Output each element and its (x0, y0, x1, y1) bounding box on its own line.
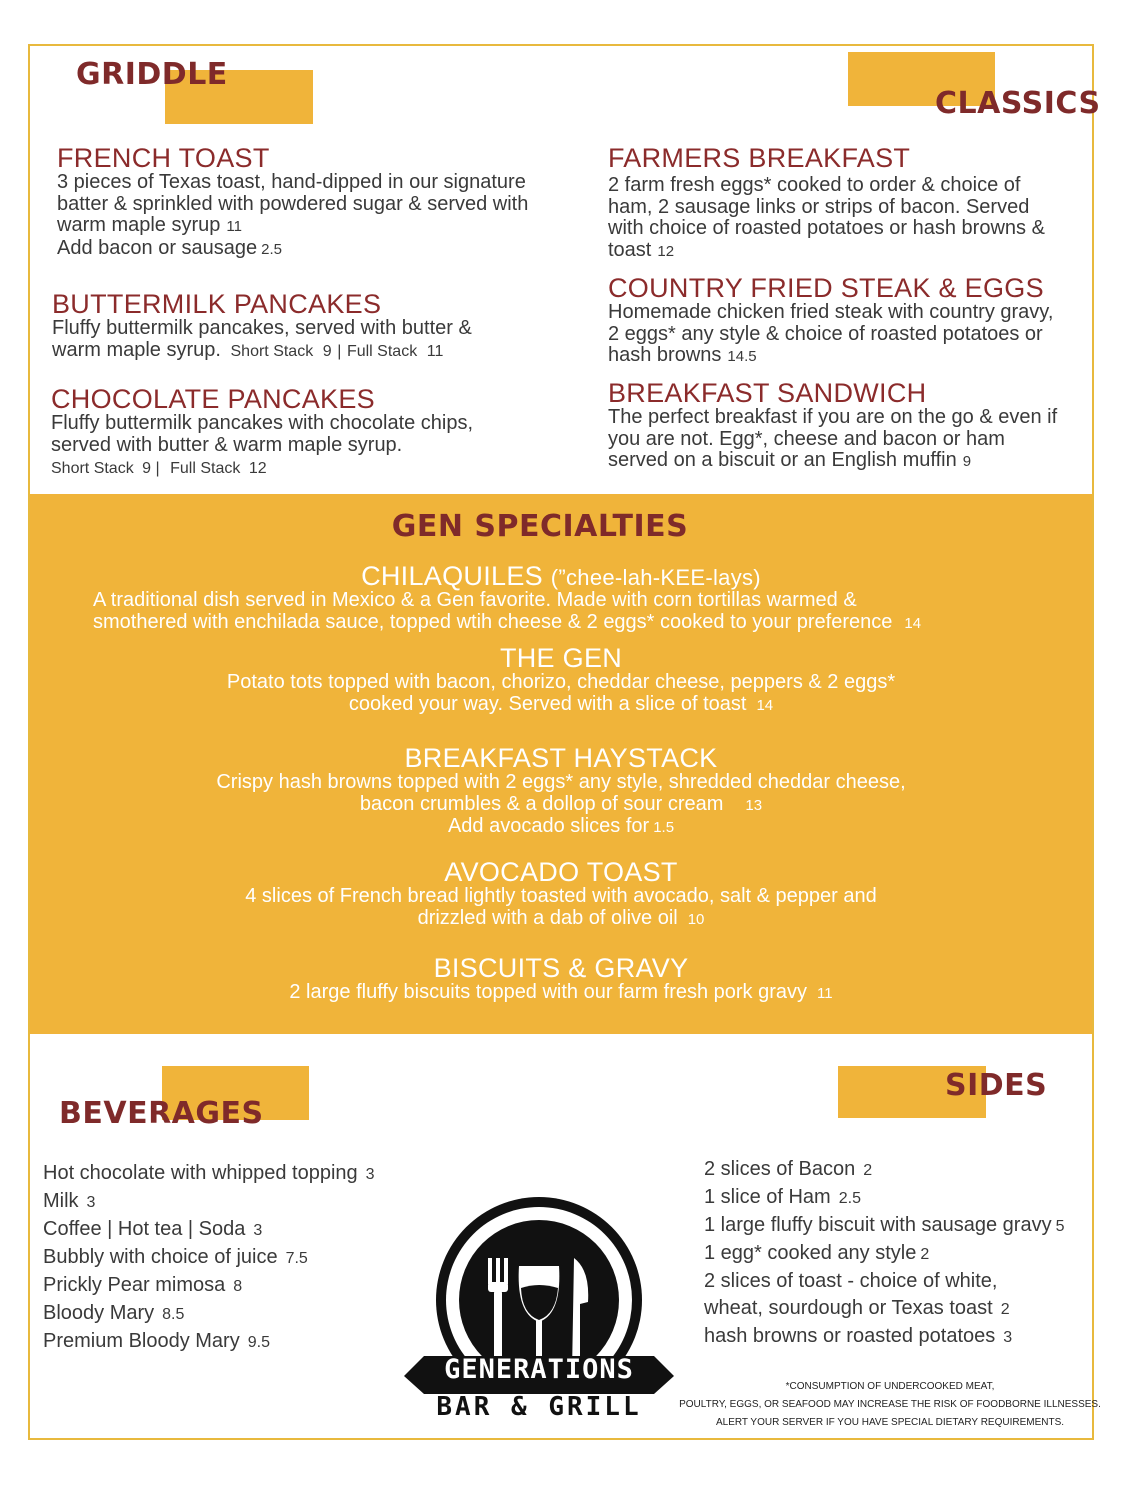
item-title: AVOCADO TOAST (444, 857, 678, 887)
list-item: Premium Bloody Mary 9.5 (43, 1330, 270, 1352)
item-description: The perfect breakfast if you are on the go & even if you are not. Egg*, cheese and bacon or ham served on a biscuit or an English muffin 9 (608, 406, 1058, 472)
beverages-title: BEVERAGES (59, 1096, 264, 1131)
item-title: CHOCOLATE PANCAKES (51, 384, 375, 414)
food-safety-disclaimer: *CONSUMPTION OF UNDERCOOKED MEAT, POULTRY, EGGS, OR SEAFOOD MAY INCREASE THE RISK OF FOODBORNE ILLNESSES. ALERT YOUR SERVER IF YOU HAVE SPECIAL DIETARY REQUIREMENTS. (679, 1381, 1101, 1428)
item-description: Fluffy buttermilk pancakes with chocolate chips, served with butter & warm maple syrup. Short Stack 9 | Full Stack 12 (51, 412, 474, 478)
item-title: FRENCH TOAST (57, 143, 270, 173)
item-title: CHILAQUILES (”chee-lah-KEE-lays) (361, 561, 761, 591)
specialty-breakfast-haystack (30, 744, 1092, 839)
specialties-title: GEN SPECIALTIES (391, 509, 689, 544)
item-price: 11 (226, 218, 242, 236)
griddle-title: GRIDDLE (76, 57, 228, 92)
item-title: FARMERS BREAKFAST (608, 143, 911, 173)
item-title: BUTTERMILK PANCAKES (52, 289, 382, 319)
item-description: A traditional dish served in Mexico & a Gen favorite. Made with corn tortillas warmed & smothered with enchilada sauce, topped wtih cheese & 2 eggs* cooked to your preference 14 (93, 589, 922, 633)
item-description: 2 large fluffy biscuits topped with our farm fresh pork gravy 11 (289, 981, 833, 1004)
list-item: 1 egg* cooked any style 2 (704, 1242, 930, 1264)
generations-logo (404, 1196, 674, 1426)
specialty-chilaquiles (30, 562, 1092, 634)
item-title: BREAKFAST HAYSTACK (404, 743, 718, 773)
menu-item-country-fried-steak (608, 274, 1088, 368)
item-price: 9 (962, 453, 972, 471)
specialty-biscuits-gravy (30, 954, 1092, 1005)
menu-item-breakfast-sandwich (608, 379, 1088, 473)
list-item: Bloody Mary 8.5 (43, 1302, 185, 1324)
item-description: 3 pieces of Texas toast, hand-dipped in our signature batter & sprinkled with powdered sugar & served with warm maple syrup 11 Add bacon or sausage 2.5 (57, 171, 529, 259)
item-extra-price: 1.5 (653, 819, 675, 837)
item-description: Fluffy buttermilk pancakes, served with butter & warm maple syrup. Short Stack 9 | Full Stack 11 (52, 317, 472, 361)
list-item: Prickly Pear mimosa 8 (43, 1274, 243, 1296)
item-price: 14 (904, 614, 922, 632)
item-title: THE GEN (499, 643, 623, 673)
list-item: hash browns or roasted potatoes 3 (704, 1325, 1013, 1347)
list-item: 1 large fluffy biscuit with sausage gravy 5 (704, 1214, 1065, 1236)
item-price: 13 (745, 796, 763, 814)
menu-item-farmers-breakfast (608, 144, 1088, 262)
item-description: 4 slices of French bread lightly toasted with avocado, salt & pepper and drizzled with a dab of olive oil 10 (245, 885, 877, 929)
item-description: Potato tots topped with bacon, chorizo, cheddar cheese, peppers & 2 eggs* cooked your way. Served with a slice of toast 14 (226, 671, 896, 715)
list-item: Hot chocolate with whipped topping 3 (43, 1162, 375, 1184)
item-price: 11 (817, 985, 833, 1003)
menu-item-buttermilk-pancakes (52, 290, 572, 362)
item-title: COUNTRY FRIED STEAK & EGGS (608, 273, 1044, 303)
list-item: Bubbly with choice of juice 7.5 (43, 1246, 308, 1268)
item-price: 12 (657, 242, 675, 260)
item-description: Crispy hash browns topped with 2 eggs* any style, shredded cheddar cheese, bacon crumbles & a dollop of sour cream 13 Add avocado slices for 1.5 (216, 771, 906, 838)
beverages-list (43, 1160, 375, 1356)
item-price: 10 (687, 910, 705, 928)
logo-line1: GENERATIONS (444, 1354, 634, 1385)
sides-list (704, 1156, 1065, 1351)
list-item: Coffee | Hot tea | Soda 3 (43, 1218, 263, 1240)
classics-title: CLASSICS (935, 86, 1101, 121)
item-description: 2 farm fresh eggs* cooked to order & choice of ham, 2 sausage links or strips of bacon. Served with choice of roasted potatoes or hash browns & toast 12 (608, 174, 1045, 261)
item-title: BISCUITS & GRAVY (433, 953, 689, 983)
menu-item-chocolate-pancakes (51, 385, 571, 480)
list-item: 2 slices of toast - choice of white, (704, 1270, 998, 1292)
list-item: wheat, sourdough or Texas toast 2 (704, 1297, 1010, 1319)
menu-item-french-toast (57, 144, 577, 260)
sides-title: SIDES (945, 1068, 1048, 1103)
list-item: 2 slices of Bacon 2 (704, 1158, 873, 1180)
logo-line2: BAR & GRILL (436, 1392, 642, 1422)
item-description: Homemade chicken fried steak with country gravy, 2 eggs* any style & choice of roasted potatoes or hash browns 14.5 (608, 301, 1054, 367)
specialty-the-gen (30, 644, 1092, 716)
item-price: 14.5 (727, 348, 757, 366)
item-title: BREAKFAST SANDWICH (608, 378, 927, 408)
list-item: 1 slice of Ham 2.5 (704, 1186, 861, 1208)
item-price: 14 (756, 696, 774, 714)
list-item: Milk 3 (43, 1190, 96, 1212)
item-extra-price: 2.5 (261, 240, 283, 258)
specialty-avocado-toast (30, 858, 1092, 930)
